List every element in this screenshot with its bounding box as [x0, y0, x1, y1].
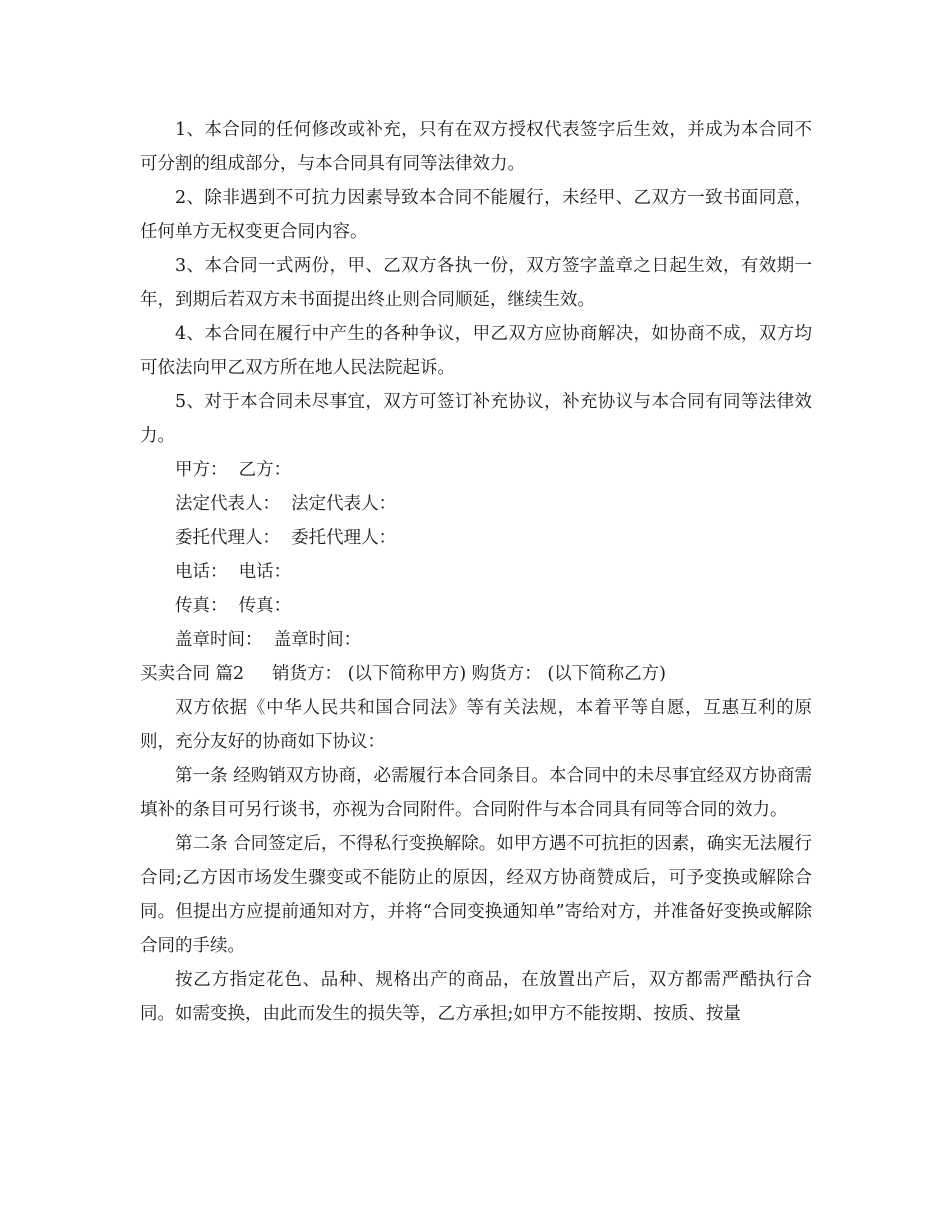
signature-legal-rep-line: 法定代表人： 法定代表人： [175, 494, 397, 514]
contract-2-article-2: 第二条 合同签定后，不得私行变换解除。如甲方遇不可抗拒的因素，确实无法履行合同;乙方因市场发生骤变或不能防止的原因，经双方协商赞成后，可予变换或解除合同。但提出方应提前通知对方，并将“合同变换通知单”寄给对方，并准备好变换或解除合同的手续。 [140, 834, 812, 956]
contract-2-paragraph-continued: 按乙方指定花色、品种、规格出产的商品，在放置出产后，双方都需严酷执行合同。如需变换，由此而发生的损失等，乙方承担;如甲方不能按期、按质、按量 [140, 970, 812, 1024]
signature-fax-line: 传真： 传真： [175, 596, 292, 616]
clause-5: 5、对于本合同未尽事宜，双方可签订补充协议，补充协议与本合同有同等法律效力。 [140, 392, 812, 446]
signature-seal-date-line: 盖章时间： 盖章时间： [175, 630, 362, 650]
clause-4: 4、本合同在履行中产生的各种争议，甲乙双方应协商解决，如协商不成，双方均可依法向甲乙双方所在地人民法院起诉。 [140, 324, 812, 378]
contract-2-heading: 买卖合同 篇2 销货方： (以下简称甲方) 购货方： (以下简称乙方) [140, 664, 667, 684]
clause-1: 1、本合同的任何修改或补充，只有在双方授权代表签字后生效，并成为本合同不可分割的组成部分，与本合同具有同等法律效力。 [140, 120, 812, 174]
signature-agent-line: 委托代理人： 委托代理人： [175, 528, 397, 548]
contract-2-preamble: 双方依据《中华人民共和国合同法》等有关法规，本着平等自愿，互惠互利的原则，充分友好的协商如下协议： [140, 698, 812, 752]
clause-3: 3、本合同一式两份，甲、乙双方各执一份，双方签字盖章之日起生效，有效期一 年，到期后若双方未书面提出终止则合同顺延，继续生效。 [140, 256, 818, 310]
contract-2-article-1: 第一条 经购销双方协商，必需履行本合同条目。本合同中的未尽事宜经双方协商需填补的条目可另行谈书，亦视为合同附件。合同附件与本合同具有同等合同的效力。 [140, 766, 812, 820]
signature-party-line: 甲方： 乙方： [175, 460, 292, 480]
clause-2: 2、除非遇到不可抗力因素导致本合同不能履行，未经甲、乙双方一致书面同意，任何单方无权变更合同内容。 [140, 188, 812, 242]
document-body [140, 113, 818, 1031]
signature-phone-line: 电话： 电话： [175, 562, 292, 582]
